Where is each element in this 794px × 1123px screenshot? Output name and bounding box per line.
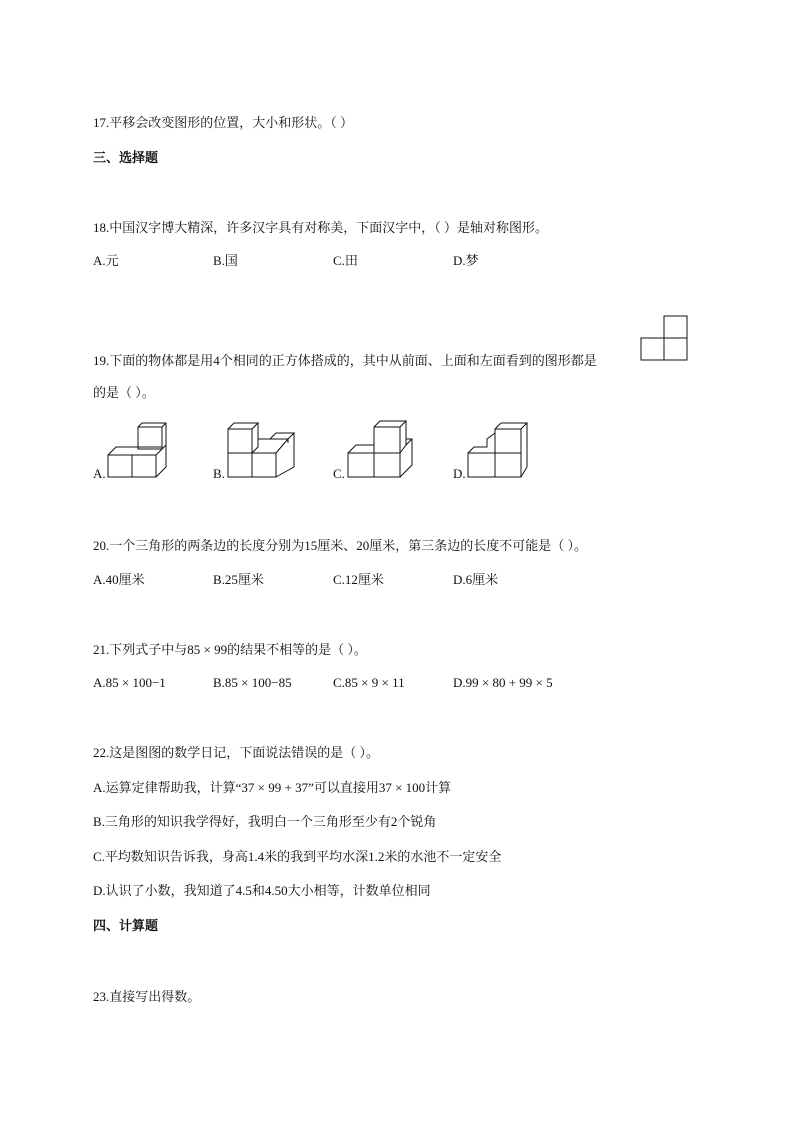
q19-option-c-cubes [343, 415, 418, 480]
question-19-line-1: 19.下面的物体都是用4个相同的正方体搭成的，其中从前面、上面和左面看到的图形都是 [93, 353, 597, 368]
q19-option-b-label: B. [213, 466, 225, 481]
q20-option-b: B.25厘米 [213, 572, 264, 587]
q18-option-c: C.田 [333, 253, 358, 268]
q22-option-a: A.运算定律帮助我，计算“37 × 99 + 37”可以直接用37 × 100计算 [93, 780, 452, 795]
question-18: 18.中国汉字博大精深，许多汉字具有对称美，下面汉字中，（ ）是轴对称图形。 [93, 220, 549, 235]
question-17: 17.平移会改变图形的位置，大小和形状。（ ） [93, 115, 354, 130]
q19-option-d-label: D. [453, 466, 466, 481]
q21-option-b: B.85 × 100−85 [213, 675, 292, 690]
question-20: 20.一个三角形的两条边的长度分别为15厘米、20厘米，第三条边的长度不可能是（ ）。 [93, 538, 588, 553]
q19-option-c-label: C. [333, 466, 345, 481]
q18-option-b: B.国 [213, 253, 238, 268]
question-22: 22.这是图图的数学日记，下面说法错误的是（ ）。 [93, 745, 380, 760]
section-title-choice: 三、选择题 [93, 150, 159, 165]
q19-option-d-cubes [465, 415, 535, 480]
q21-option-a: A.85 × 100−1 [93, 675, 166, 690]
q21-option-d: D.99 × 80 + 99 × 5 [453, 675, 553, 690]
q19-option-a-cubes [105, 415, 170, 480]
question-23: 23.直接写出得数。 [93, 989, 201, 1004]
q19-option-b-cubes [225, 415, 300, 480]
three-view-shape-figure [640, 315, 690, 363]
q18-option-d: D.梦 [453, 253, 479, 268]
section-title-calculation: 四、计算题 [93, 918, 159, 933]
q22-option-b: B.三角形的知识我学得好，我明白一个三角形至少有2个锐角 [93, 814, 437, 829]
q22-option-c: C.平均数知识告诉我，身高1.4米的我到平均水深1.2米的水池不一定安全 [93, 849, 502, 864]
q20-option-a: A.40厘米 [93, 572, 145, 587]
q20-option-c: C.12厘米 [333, 572, 384, 587]
q18-option-a: A.元 [93, 253, 119, 268]
q20-option-d: D.6厘米 [453, 572, 499, 587]
q21-option-c: C.85 × 9 × 11 [333, 675, 405, 690]
q22-option-d: D.认识了小数，我知道了4.5和4.50大小相等，计数单位相同 [93, 883, 431, 898]
question-21: 21.下列式子中与85 × 99的结果不相等的是（ ）。 [93, 642, 367, 657]
question-19-line-2: 的是（ ）。 [93, 385, 155, 400]
q19-option-a-label: A. [93, 466, 106, 481]
